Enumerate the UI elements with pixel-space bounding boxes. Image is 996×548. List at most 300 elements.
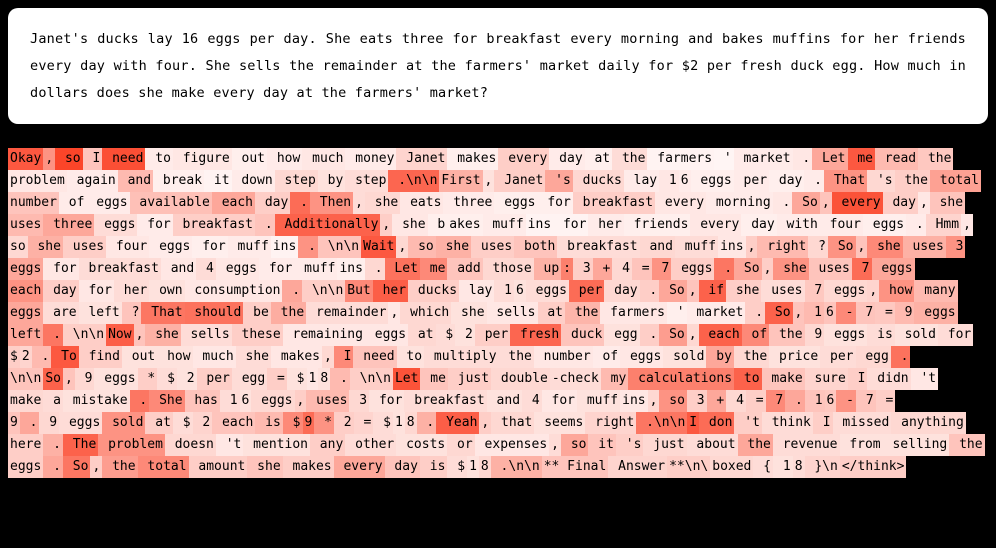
token: \n\n	[63, 324, 106, 346]
token: Janet	[494, 170, 545, 192]
token: she	[930, 192, 965, 214]
token: eggs	[59, 412, 102, 434]
token: uses	[761, 280, 804, 302]
token: So	[792, 192, 819, 214]
token: 7	[856, 302, 876, 324]
token: =	[632, 258, 652, 280]
token: so	[408, 236, 435, 258]
token: per	[734, 170, 769, 192]
token: .\n\n	[491, 456, 542, 478]
token: seems	[534, 412, 585, 434]
token: uses	[63, 236, 106, 258]
token: for	[369, 390, 404, 412]
token: multiply	[424, 346, 498, 368]
token: ,	[961, 214, 973, 236]
token: sells	[487, 302, 538, 324]
token: she	[392, 214, 427, 236]
token: per	[475, 324, 510, 346]
token: ,	[380, 214, 392, 236]
token: 1	[467, 456, 479, 478]
token: -	[836, 390, 856, 412]
token: $	[173, 412, 193, 434]
token: 8	[479, 456, 491, 478]
token: that	[491, 412, 534, 434]
token: missed	[833, 412, 892, 434]
token: 6	[240, 390, 252, 412]
token: .	[32, 346, 52, 368]
token: ,	[134, 324, 146, 346]
token: ,	[762, 258, 774, 280]
token: fresh	[510, 324, 561, 346]
token: for	[938, 324, 973, 346]
token: by	[318, 170, 345, 192]
token: duck	[561, 324, 604, 346]
token: much	[193, 346, 236, 368]
token: and	[640, 236, 675, 258]
token: she	[145, 324, 180, 346]
token: number	[534, 346, 593, 368]
token: muff	[483, 214, 526, 236]
token: 1	[307, 368, 319, 390]
token: ,	[353, 192, 365, 214]
token: 8	[793, 456, 805, 478]
token: any	[310, 434, 345, 456]
token: problem	[8, 170, 67, 192]
token: 2	[334, 412, 354, 434]
token: each	[212, 412, 255, 434]
token: uses	[903, 236, 946, 258]
token: day	[604, 280, 639, 302]
token: makes	[271, 346, 322, 368]
token: read	[875, 148, 918, 170]
token: =	[876, 390, 896, 412]
token: eggs	[824, 324, 867, 346]
token: to	[734, 368, 761, 390]
token: muff	[675, 236, 718, 258]
token: -	[836, 302, 856, 324]
token: ,	[396, 236, 408, 258]
token: per	[197, 368, 232, 390]
token: many	[914, 280, 957, 302]
token: ,	[820, 192, 832, 214]
token: how	[879, 280, 914, 302]
token: breakfast	[173, 214, 255, 236]
token: and	[161, 258, 196, 280]
token: make	[8, 390, 43, 412]
token: about	[687, 434, 738, 456]
token: To	[51, 346, 78, 368]
token: That	[141, 302, 184, 324]
token: by	[706, 346, 733, 368]
token: ,	[295, 390, 307, 412]
token: ducks	[573, 170, 624, 192]
token: are	[43, 302, 78, 324]
token: \n\n	[302, 280, 345, 302]
token: own	[149, 280, 184, 302]
token: ,	[918, 192, 930, 214]
token: 8	[405, 412, 417, 434]
token: ,	[687, 280, 699, 302]
token: First	[439, 170, 482, 192]
prompt-text: Janet's ducks lay 16 eggs per day. She eats three for breakfast every morning and bakes muffins for her friends every day with four. She sells the remainder at the farmers' market daily for $2 per fresh duck egg. How much in dollars does she make every day at the farmers' market?	[30, 31, 966, 101]
token: ,	[63, 368, 75, 390]
token: Yeah	[436, 412, 479, 434]
token: .	[282, 280, 302, 302]
token: anything	[891, 412, 965, 434]
token: ?	[122, 302, 142, 324]
token: day	[549, 148, 584, 170]
token: every	[334, 456, 385, 478]
token: 2	[177, 368, 197, 390]
token: So	[659, 324, 686, 346]
token: I	[813, 412, 833, 434]
token: +	[593, 258, 613, 280]
token: how	[157, 346, 192, 368]
token: .	[298, 236, 318, 258]
token: =	[354, 412, 374, 434]
token: But	[345, 280, 372, 302]
token: and	[118, 170, 153, 192]
token: ins	[620, 390, 647, 412]
token: so	[8, 236, 28, 258]
token: =	[875, 302, 895, 324]
token: per	[569, 280, 604, 302]
token: add	[447, 258, 482, 280]
token: Okay	[8, 148, 43, 170]
token: -check	[550, 368, 601, 390]
token: That	[824, 170, 867, 192]
token: day	[255, 192, 290, 214]
token: of	[742, 324, 769, 346]
token: be	[243, 302, 270, 324]
token: ins	[271, 236, 298, 258]
token: uses	[8, 214, 43, 236]
token: 2	[455, 324, 475, 346]
token: *	[314, 412, 334, 434]
token: .	[891, 346, 911, 368]
token: her	[373, 280, 408, 302]
token: eggs	[620, 346, 663, 368]
token: ,	[648, 390, 660, 412]
token: egg	[856, 346, 891, 368]
token: need	[353, 346, 396, 368]
token: ,	[687, 324, 699, 346]
token: eats	[400, 192, 443, 214]
token: ,	[90, 456, 102, 478]
token: 's	[867, 170, 894, 192]
token: left	[8, 324, 43, 346]
token: .	[130, 390, 150, 412]
token: the	[949, 434, 984, 456]
token: :	[561, 258, 573, 280]
token-line	[8, 346, 988, 368]
token-heatmap	[8, 148, 988, 478]
token: doesn	[165, 434, 216, 456]
token: breakfast	[557, 236, 639, 258]
token: '	[714, 148, 734, 170]
token: she	[436, 236, 471, 258]
token: I	[83, 148, 103, 170]
token: for	[542, 390, 577, 412]
token: she	[365, 192, 400, 214]
token: lay	[624, 170, 659, 192]
token: sold	[102, 412, 145, 434]
token: for	[43, 258, 78, 280]
token: each	[699, 324, 742, 346]
token: and	[487, 390, 522, 412]
token-line	[8, 170, 988, 192]
token: to	[397, 346, 424, 368]
token: for	[192, 236, 227, 258]
token: 7	[852, 258, 872, 280]
token: the	[734, 346, 769, 368]
token: eggs	[216, 258, 259, 280]
token: to	[145, 148, 172, 170]
token: think	[762, 412, 813, 434]
token: is	[867, 324, 894, 346]
token: She	[149, 390, 184, 412]
token: So	[828, 236, 855, 258]
token: sure	[805, 368, 848, 390]
token: with	[777, 214, 820, 236]
token: ,	[867, 280, 879, 302]
token: costs	[396, 434, 447, 456]
token: 't	[734, 412, 761, 434]
token: double	[491, 368, 550, 390]
token: day	[883, 192, 918, 214]
token: .	[640, 280, 660, 302]
token-line	[8, 368, 988, 390]
token: =	[746, 390, 766, 412]
token: don	[699, 412, 734, 434]
token: ,	[549, 434, 561, 456]
token: eggs	[94, 368, 137, 390]
token: I	[334, 346, 354, 368]
token: So	[63, 456, 90, 478]
token: remaining	[283, 324, 365, 346]
token: 2	[20, 346, 32, 368]
token: 4	[196, 258, 216, 280]
token: mention	[243, 434, 310, 456]
token: she	[247, 456, 282, 478]
token-line	[8, 258, 988, 280]
token: .	[43, 456, 63, 478]
token: Let	[393, 368, 420, 390]
token: 1	[659, 170, 679, 192]
token: .	[330, 368, 350, 390]
token: is	[420, 456, 447, 478]
token: every	[655, 192, 706, 214]
token: 3	[946, 236, 966, 258]
token: so	[561, 434, 588, 456]
token: lay	[459, 280, 494, 302]
token: I	[848, 368, 868, 390]
token: the	[738, 434, 773, 456]
token: breakfast	[573, 192, 655, 214]
token: .\n\n	[388, 170, 439, 192]
token: it	[204, 170, 231, 192]
token: she	[28, 236, 63, 258]
token: 9	[805, 324, 825, 346]
token: didn	[867, 368, 910, 390]
token: 8	[318, 368, 330, 390]
token: Janet	[396, 148, 447, 170]
token: just	[448, 368, 491, 390]
token: the	[102, 456, 137, 478]
token-line	[8, 192, 988, 214]
token: sold	[895, 324, 938, 346]
token: So	[734, 258, 761, 280]
token: for	[137, 214, 172, 236]
token: at	[145, 412, 172, 434]
token-line	[8, 412, 988, 434]
token: eggs	[8, 456, 43, 478]
token: eggs	[691, 170, 734, 192]
token: at	[585, 148, 612, 170]
token: find	[79, 346, 122, 368]
token-line	[8, 236, 988, 258]
token: she	[451, 302, 486, 324]
token: 9	[39, 412, 59, 434]
token: ,	[322, 346, 334, 368]
token: $	[447, 456, 467, 478]
token: 7	[805, 280, 825, 302]
token: .	[906, 214, 926, 236]
token: here	[8, 434, 43, 456]
token: day	[741, 214, 776, 236]
token: 's	[545, 170, 572, 192]
token: Wait	[361, 236, 396, 258]
token: make	[762, 368, 805, 390]
token: eggs	[251, 390, 294, 412]
token: .	[43, 434, 63, 456]
token: eggs	[824, 280, 867, 302]
token: 4	[726, 390, 746, 412]
token: **\n\	[667, 456, 710, 478]
token: 't	[911, 368, 938, 390]
token: expenses	[475, 434, 549, 456]
token: $	[283, 412, 303, 434]
token: I	[687, 412, 699, 434]
token: }\n	[805, 456, 840, 478]
token: up	[534, 258, 561, 280]
token: muff	[577, 390, 620, 412]
token: me	[848, 148, 875, 170]
token: her	[114, 280, 149, 302]
token: total	[138, 456, 189, 478]
token: 1	[393, 412, 405, 434]
token: 6	[825, 390, 837, 412]
token: {	[753, 456, 773, 478]
token: 9	[303, 412, 315, 434]
token: Now	[106, 324, 133, 346]
token: break	[153, 170, 204, 192]
token: egg	[604, 324, 639, 346]
token: eggs	[863, 214, 906, 236]
token: three	[443, 192, 494, 214]
token: makes	[283, 456, 334, 478]
token: ins	[718, 236, 745, 258]
token: +	[707, 390, 727, 412]
token: out	[122, 346, 157, 368]
token: ducks	[408, 280, 459, 302]
token: eggs	[494, 192, 537, 214]
token: she	[867, 236, 902, 258]
token: the	[271, 302, 306, 324]
token: for	[79, 280, 114, 302]
token: $	[373, 412, 393, 434]
token: four	[106, 236, 149, 258]
token: 7	[856, 390, 876, 412]
token: at	[538, 302, 565, 324]
token: 1	[494, 280, 514, 302]
token: me	[420, 258, 447, 280]
token: of	[593, 346, 620, 368]
token: every	[690, 214, 741, 236]
token: for	[553, 214, 588, 236]
token: .\n\n	[636, 412, 687, 434]
token: the	[565, 302, 600, 324]
token: day	[43, 280, 78, 302]
token: eggs	[8, 258, 43, 280]
token: eggs	[914, 302, 957, 324]
token: uses	[306, 390, 349, 412]
token: $	[436, 324, 456, 346]
token: Then	[310, 192, 353, 214]
token: So	[43, 368, 63, 390]
token: eggs	[8, 302, 43, 324]
token: 9	[895, 302, 915, 324]
token: ,	[746, 236, 758, 258]
token: muff	[294, 258, 337, 280]
token: her	[588, 214, 623, 236]
token: need	[102, 148, 145, 170]
token: uses	[471, 236, 514, 258]
token: the	[895, 170, 930, 192]
token-line	[8, 280, 988, 302]
token: $	[157, 368, 177, 390]
token: price	[769, 346, 820, 368]
token: egg	[232, 368, 267, 390]
prompt-card	[8, 8, 988, 124]
token: the	[499, 346, 534, 368]
token: four	[820, 214, 863, 236]
token: these	[232, 324, 283, 346]
token: so	[659, 390, 686, 412]
token: step	[345, 170, 388, 192]
token: ins	[526, 214, 553, 236]
token: every	[832, 192, 883, 214]
token: a	[43, 390, 63, 412]
token: So	[659, 280, 686, 302]
token-line	[8, 214, 988, 236]
token: again	[67, 170, 118, 192]
token: \n\n	[350, 368, 393, 390]
token: if	[699, 280, 726, 302]
token: ins	[337, 258, 364, 280]
token: each	[212, 192, 255, 214]
token: 2	[193, 412, 213, 434]
token: ,	[479, 412, 491, 434]
token: ,	[483, 170, 495, 192]
token: problem	[98, 434, 165, 456]
token: ** Final	[542, 456, 609, 478]
token: eggs	[365, 324, 408, 346]
token: $	[287, 368, 307, 390]
token: 3	[687, 390, 707, 412]
token: 3	[349, 390, 369, 412]
token: 's	[616, 434, 643, 456]
